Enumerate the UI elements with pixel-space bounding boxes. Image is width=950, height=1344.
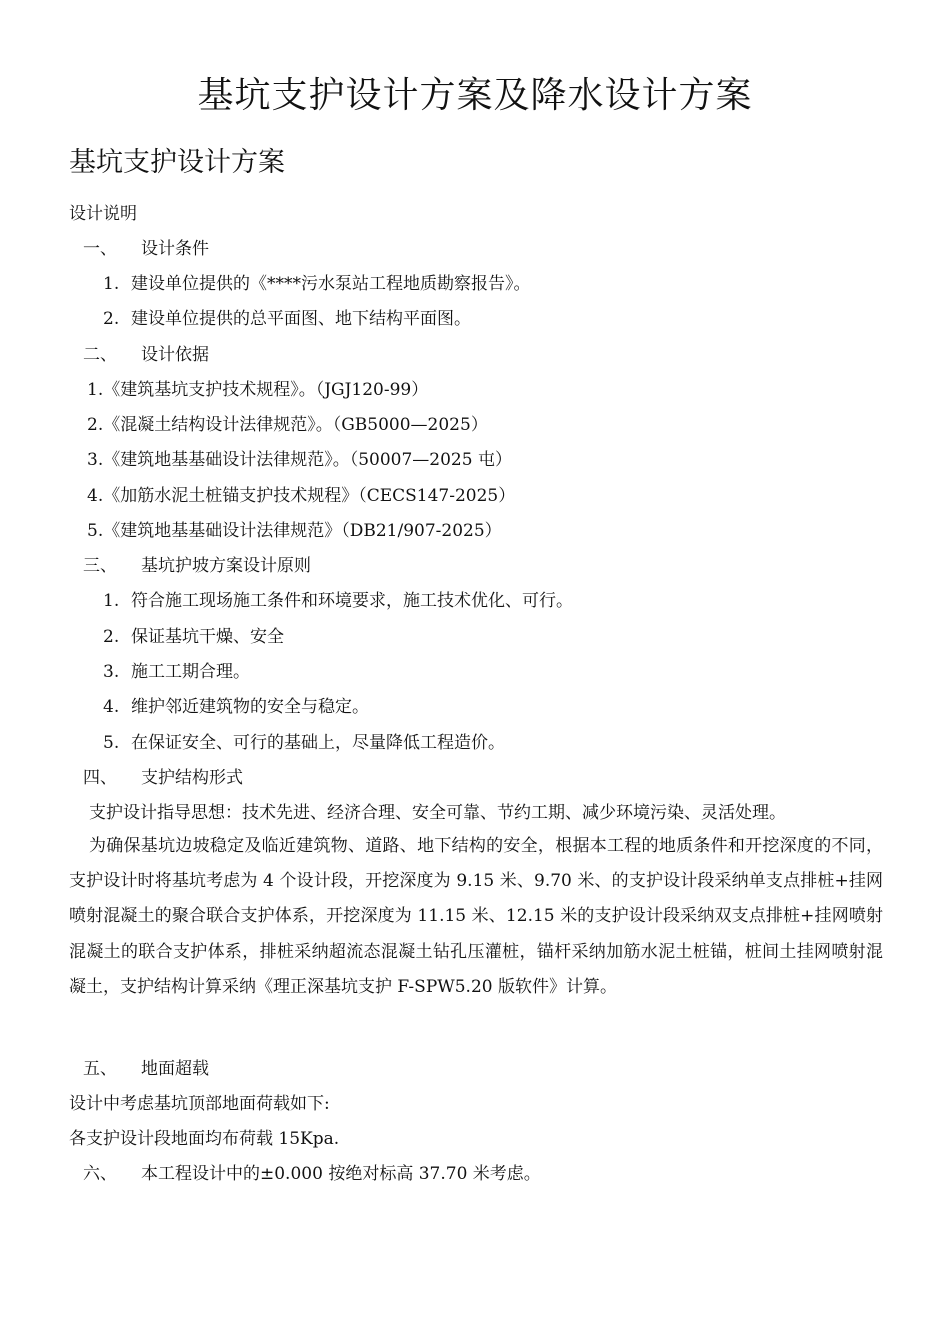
section-4-heading [83, 766, 243, 790]
section-3-title: 基坑护坡方案设计原则 [141, 556, 311, 576]
guideline-text: 支护设计指导思想：技术先进、经济合理、安全可靠、节约工期、减少环境污染、灵活处理。 [89, 803, 786, 823]
support-structure-paragraph: 为确保基坑边坡稳定及临近建筑物、道路、地下结构的安全，根据本工程的地质条件和开挖深度的不同，支护设计时将基坑考虑为 4 个设计段，开挖深度为 9.15 米、9.70 米、的支护设计段采纳单支点排桩+挂网喷射混凝土的聚合联合支护体系，开挖深度为 11.15 米、12.15 米的支护设计段采纳双支点排桩+挂网喷射混凝土的联合支护体系，排桩采纳超流态混凝土钻孔压灌桩，锚杆采纳加筋水泥土桩锚，桩间土挂网喷射混凝土，支护结构计算采纳《理正深基坑支护 F-SPW5.20 版软件》计算。 [69, 836, 883, 997]
section-6-number: 六、 [83, 1164, 117, 1184]
list-item-number: 3. [103, 662, 120, 682]
list-item-text: 维护邻近建筑物的安全与稳定。 [131, 697, 369, 717]
list-item [103, 731, 505, 755]
list-item-text: 施工工期合理。 [131, 662, 250, 682]
document-title: 基坑支护设计方案及降水设计方案 [197, 75, 753, 116]
list-item [103, 272, 531, 296]
list-item-text: 符合施工现场施工条件和环境要求，施工技术优化、可行。 [131, 591, 573, 611]
section-6-heading [83, 1162, 541, 1186]
section-1-title: 设计条件 [141, 239, 209, 259]
section-1-heading [83, 237, 209, 261]
list-item-text: 建设单位提供的总平面图、地下结构平面图。 [131, 309, 471, 329]
list-item: 2.《混凝土结构设计法律规范》。（GB5000—2025） [87, 415, 488, 435]
list-item-text: 在保证安全、可行的基础上，尽量降低工程造价。 [131, 733, 505, 753]
list-item: 1.《建筑基坑支护技术规程》。（JGJ120-99） [87, 380, 429, 400]
section-2-title: 设计依据 [141, 345, 209, 365]
section-5-title: 地面超载 [141, 1059, 209, 1079]
section-2-heading [83, 343, 209, 367]
list-item: 4.《加筋水泥土桩锚支护技术规程》（CECS147-2025） [87, 486, 516, 506]
list-item [103, 695, 369, 719]
section-6-text: 本工程设计中的±0.000 按绝对标高 37.70 米考虑。 [141, 1164, 541, 1184]
section-heading: 基坑支护设计方案 [69, 147, 285, 178]
list-item-number: 4. [103, 697, 120, 717]
list-item-text: 保证基坑干燥、安全 [131, 627, 284, 647]
load-value: 各支护设计段地面均布荷载 15Kpa. [69, 1129, 340, 1149]
load-description: 设计中考虑基坑顶部地面荷载如下: [69, 1094, 330, 1114]
list-item [103, 625, 284, 649]
section-5-heading [83, 1057, 209, 1081]
list-item [103, 660, 250, 684]
section-4-title: 支护结构形式 [141, 768, 243, 788]
design-note-label: 设计说明 [69, 204, 137, 224]
section-5-number: 五、 [83, 1059, 117, 1079]
list-item-text: 建设单位提供的《****污水泵站工程地质勘察报告》。 [131, 274, 531, 294]
list-item [103, 307, 471, 331]
section-1-number: 一、 [83, 239, 117, 259]
section-3-heading [83, 554, 311, 578]
section-3-number: 三、 [83, 556, 117, 576]
section-4-number: 四、 [83, 768, 117, 788]
list-item-number: 1. [103, 274, 120, 294]
section-2-number: 二、 [83, 345, 117, 365]
list-item: 5.《建筑地基基础设计法律规范》（DB21/907-2025） [87, 521, 502, 541]
list-item: 3.《建筑地基基础设计法律规范》。（50007—2025 屯） [87, 450, 512, 470]
list-item-number: 2. [103, 309, 120, 329]
list-item-number: 1. [103, 591, 120, 611]
list-item-number: 2. [103, 627, 120, 647]
list-item-number: 5. [103, 733, 120, 753]
list-item [103, 589, 573, 613]
